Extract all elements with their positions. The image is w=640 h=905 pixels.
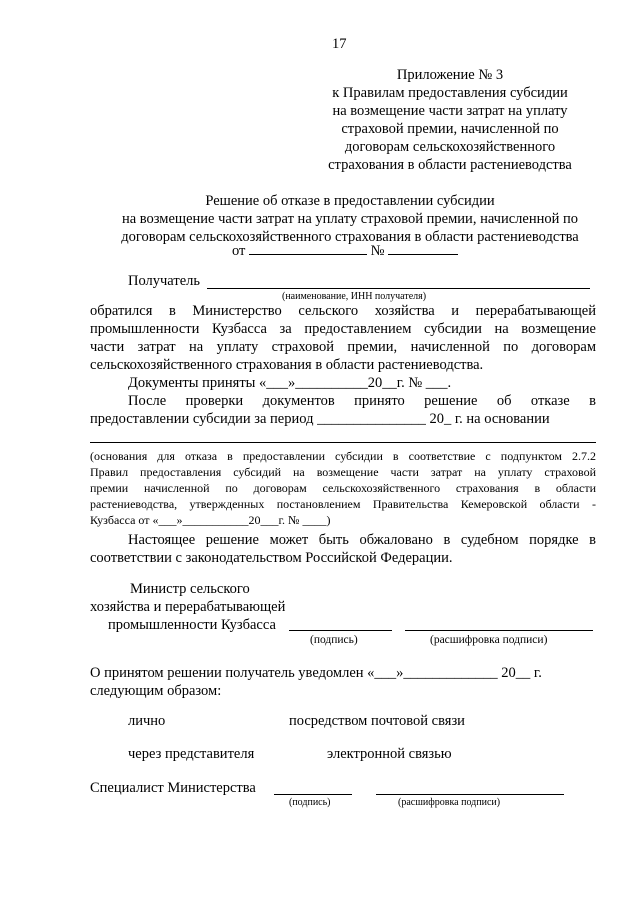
- recipient-label: Получатель: [128, 273, 200, 289]
- minister-line: Министр сельского: [130, 581, 250, 597]
- check-line: предоставлении субсидии за период _______________ 20_ г. на основании: [90, 411, 550, 427]
- recipient-hint: (наименование, ИНН получателя): [282, 291, 427, 302]
- option-in-person[interactable]: лично: [128, 713, 166, 729]
- decision-date-line: [232, 240, 458, 260]
- appendix-line: договорам сельскохозяйственного: [344, 139, 556, 155]
- minister-decoding-blank[interactable]: [405, 630, 593, 631]
- grounds-line: (основания для отказа в предоставлении субсидии в соответствие с подпунктом 2.7.2: [90, 449, 596, 463]
- grounds-line: Кузбасса от «___»___________20___г. № ____): [90, 513, 331, 527]
- page-number: 17: [332, 36, 347, 52]
- specialist-label: Специалист Министерства: [90, 780, 256, 796]
- appendix-line: на возмещение части затрат на уплату: [332, 103, 568, 119]
- date-blank[interactable]: [249, 240, 367, 255]
- decision-title: Решение об отказе в предоставлении субсидии: [205, 193, 495, 209]
- grounds-line: премии начисленной по договорам сельскохозяйственного страхования в области: [90, 481, 596, 495]
- grounds-blank[interactable]: [90, 442, 596, 443]
- option-by-post[interactable]: посредством почтовой связи: [289, 713, 465, 729]
- decision-line: договорам сельскохозяйственного страхования в области растениеводства: [121, 229, 579, 245]
- number-sign: №: [370, 243, 385, 259]
- body-line: обратился в Министерство сельского хозяйства и перерабатывающей: [90, 303, 596, 319]
- body-line: части затрат на уплату страховой премии, начисленной по договорам: [90, 339, 596, 355]
- docs-accepted: Документы приняты «___»__________20__г. № ___.: [128, 375, 452, 391]
- appendix-title: Приложение № 3: [396, 67, 504, 83]
- appendix-line: страхования в области растениеводства: [328, 157, 572, 173]
- option-via-representative[interactable]: через представителя: [128, 746, 255, 762]
- appendix-line: страховой премии, начисленной по: [341, 121, 559, 137]
- appendix-line: к Правилам предоставления субсидии: [332, 85, 568, 101]
- number-blank[interactable]: [388, 240, 458, 255]
- specialist-signature-blank[interactable]: [274, 794, 352, 795]
- minister-decoding-hint: (расшифровка подписи): [430, 634, 548, 646]
- notification-line: следующим образом:: [90, 683, 222, 699]
- specialist-decoding-blank[interactable]: [376, 794, 564, 795]
- body-line: сельскохозяйственного страхования в области растениеводства.: [90, 357, 484, 373]
- body-line: промышленности Кузбасса за предоставлением субсидии на возмещение: [90, 321, 596, 337]
- specialist-signature-hint: (подпись): [289, 797, 331, 808]
- specialist-decoding-hint: (расшифровка подписи): [398, 797, 501, 808]
- minister-signature-blank[interactable]: [289, 630, 392, 631]
- notification-line: О принятом решении получатель уведомлен «___»_____________ 20__ г.: [90, 665, 542, 681]
- recipient-blank[interactable]: [207, 288, 590, 289]
- minister-line: промышленности Кузбасса: [108, 617, 276, 633]
- date-prefix: от: [232, 243, 246, 259]
- check-line: После проверки документов принято решение об отказе в: [128, 393, 596, 409]
- grounds-line: Правил предоставления субсидий на возмещение части затрат на уплату страховой: [90, 465, 596, 479]
- decision-line: на возмещение части затрат на уплату страховой премии, начисленной по: [121, 211, 579, 227]
- minister-signature-hint: (подпись): [310, 634, 358, 646]
- minister-line: хозяйства и перерабатывающей: [90, 599, 286, 615]
- appeal-line: Настоящее решение может быть обжаловано в судебном порядке в: [128, 532, 596, 548]
- option-electronic[interactable]: электронной связью: [327, 746, 452, 762]
- appeal-line: соответствии с законодательством Российской Федерации.: [90, 550, 453, 566]
- grounds-line: растениеводства, утвержденных постановлением Правительства Кемеровской области -: [90, 497, 596, 511]
